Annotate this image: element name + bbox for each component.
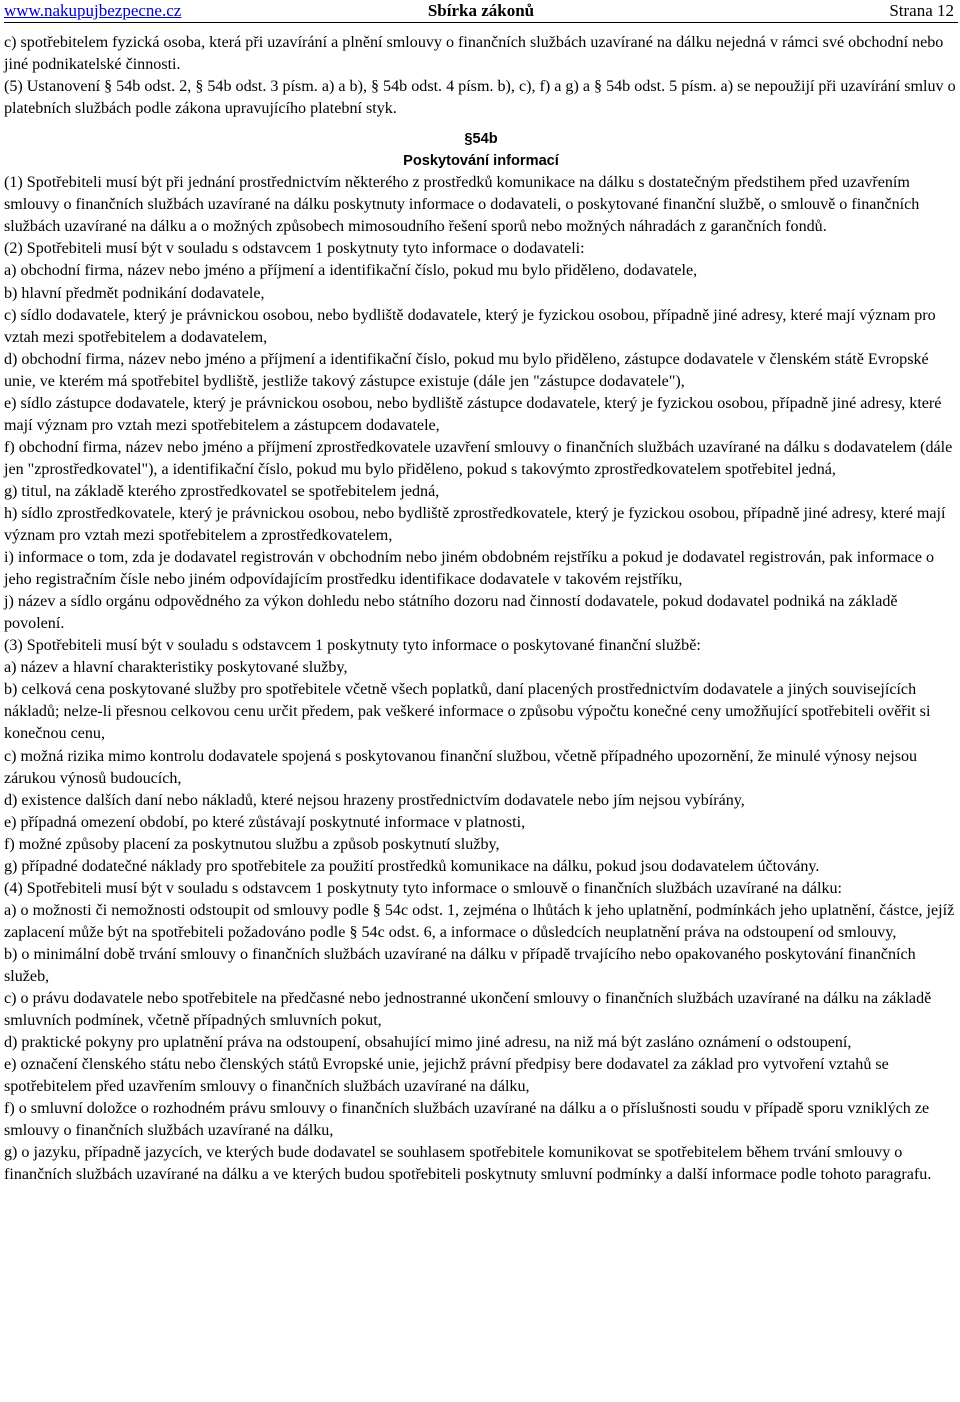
- document-page: [4, 0, 958, 1186]
- paragraph-5: (5) Ustanovení § 54b odst. 2, § 54b odst. 3 písm. a) a b), § 54b odst. 4 písm. b), c), f) a g) a § 54b odst. 5 písm. a) se nepoužijí při uzavírání smluv o platebních službách podle zákona upravujícího platební styk.: [4, 78, 956, 118]
- page-number: Strana 12: [889, 1, 954, 20]
- list-item: b) o minimální době trvání smlouvy o finančních službách uzavírané na dálku v případě trvajícího nebo opakovaného poskytování finančních služeb,: [4, 945, 916, 985]
- list-item: d) obchodní firma, název nebo jméno a příjmení a identifikační číslo, pokud mu bylo přiděleno, zástupce dodavatele v členském státě Evropské unie, ve kterém má spotřebitel bydliště, jestliže takový zástupce existuje (dále jen "zástupce dodavatele"),: [4, 350, 929, 390]
- paragraph-3: (3) Spotřebiteli musí být v souladu s odstavcem 1 poskytnuty tyto informace o poskytované finanční službě:: [4, 637, 701, 655]
- list-item: b) celková cena poskytované služby pro spotřebitele včetně všech poplatků, daní placených prostřednictvím dodavatele a jiných souvisejících nákladů; nelze-li přesnou celkovou cenu určit předem, pak veškeré informace o způsobu výpočtu konečné ceny umožňující spotřebiteli ověřit si konečnou cenu,: [4, 681, 931, 743]
- list-item: f) o smluvní doložce o rozhodném právu smlouvy o finančních službách uzavírané na dálku a o příslušnosti soudu v případě sporu vzniklých ze smlouvy o finančních službách uzavírané na dálku,: [4, 1100, 930, 1140]
- list-item: i) informace o tom, zda je dodavatel registrován v obchodním nebo jiném obdobném rejstříku a pokud je dodavatel registrován, pak informace o jeho registračním čísle nebo jiném odpovídajícím prostředku identifikace dodavatele v takovém rejstříku,: [4, 549, 935, 589]
- paragraph-4: (4) Spotřebiteli musí být v souladu s odstavcem 1 poskytnuty tyto informace o smlouvě o finančních službách uzavírané na dálku:: [4, 879, 843, 897]
- list-item: g) případné dodatečné náklady pro spotřebitele za použití prostředků komunikace na dálku, pokud jsou dodavatelem účtovány.: [4, 857, 820, 875]
- section-title: §54b: [464, 131, 498, 148]
- list-item: f) obchodní firma, název nebo jméno a příjmení zprostředkovatele uzavření smlouvy o finančních službách uzavírané na dálku s dodavatelem (dále jen "zprostředkovatel"), a identifikační číslo, pokud mu bylo přiděleno, pokud s takovýmto zprostředkovatelem spotřebitel jedná,: [4, 438, 953, 478]
- list-item: e) označení členského státu nebo členských států Evropské unie, jejichž právní předpisy bere dodavatel za základ pro vytvoření vztahů se spotřebitelem před uzavřením smlouvy o finančních službách uzavírané na dálku,: [4, 1056, 889, 1096]
- list-item: g) o jazyku, případně jazycích, ve kterých bude dodavatel se souhlasem spotřebitele komunikovat se spotřebitelem během trvání smlouvy o finančních službách uzavírané na dálku a ve kterých budou spotřebiteli poskytnuty smluvní podmínky a další informace podle tohoto paragrafu.: [4, 1144, 932, 1184]
- list-item: h) sídlo zprostředkovatele, který je právnickou osobou, nebo bydliště zprostředkovatele, který je fyzickou osobou, případně jiné adresy, které mají význam pro vztah mezi spotřebitelem a zprostředkovatelem,: [4, 504, 946, 545]
- page-header: [4, 0, 958, 23]
- list-item: g) titul, na základě kterého zprostředkovatel se spotřebitelem jedná,: [4, 482, 440, 500]
- list-item: c) možná rizika mimo kontrolu dodavatele spojená s poskytovanou finanční službou, včetně případného upozornění, že minulé výnosy nejsou zárukou výnosů budoucích,: [4, 747, 918, 787]
- section-heading: Poskytování informací: [403, 153, 559, 170]
- list-item: d) praktické pokyny pro uplatnění práva na odstoupení, obsahující mimo jiné adresu, na niž má být zasláno oznámení o odstoupení,: [4, 1034, 852, 1052]
- header-title: Sbírka zákonů: [427, 1, 535, 20]
- list-item: f) možné způsoby placení za poskytnutou službu a způsob poskytnutí služby,: [4, 835, 500, 853]
- document-body: [4, 32, 958, 1186]
- list-item: c) o právu dodavatele nebo spotřebitele na předčasné nebo jednostranné ukončení smlouvy o finančních službách uzavírané na dálku na základě smluvních podmínek, včetně případných smluvních pokut,: [4, 990, 932, 1030]
- list-item: a) obchodní firma, název nebo jméno a příjmení a identifikační číslo, pokud mu bylo přiděleno, dodavatele,: [4, 262, 698, 280]
- paragraph-2: (2) Spotřebiteli musí být v souladu s odstavcem 1 poskytnuty tyto informace o dodavateli:: [4, 240, 585, 258]
- paragraph-1: (1) Spotřebiteli musí být při jednání prostřednictvím některého z prostředků komunikace na dálku s dostatečným předstihem před uzavřením smlouvy o finančních službách uzavírané na dálku poskytnuty informace o dodavateli, o poskytované finanční službě, o smlouvě o finančních službách uzavírané na dálku a o možných způsobech mimosoudního řešení sporů nebo možných náhradách z garančních fondů.: [4, 174, 920, 236]
- site-link[interactable]: www.nakupujbezpecne.cz: [4, 1, 182, 20]
- list-item: a) název a hlavní charakteristiky poskytované služby,: [4, 659, 348, 677]
- list-item: b) hlavní předmět podnikání dodavatele,: [4, 284, 265, 302]
- list-item: e) případná omezení období, po které zůstávají poskytnuté informace v platnosti,: [4, 813, 526, 831]
- list-item: j) název a sídlo orgánu odpovědného za výkon dohledu nebo státního dozoru nad činností dodavatele, pokud dodavatel podniká na základě povolení.: [4, 593, 898, 633]
- list-item: d) existence dalších daní nebo nákladů, které nejsou hrazeny prostřednictvím dodavatele nebo jím nejsou vybírány,: [4, 791, 745, 809]
- list-item: e) sídlo zástupce dodavatele, který je právnickou osobou, nebo bydliště zástupce dodavatele, který je fyzickou osobou, případně jiné adresy, které mají význam pro vztah mezi spotřebitelem a zástupcem dodavatele,: [4, 394, 942, 434]
- list-item: c) sídlo dodavatele, který je právnickou osobou, nebo bydliště dodavatele, který je fyzickou osobou, případně jiné adresy, které mají význam pro vztah mezi spotřebitelem a dodavatelem,: [4, 306, 936, 346]
- list-item: a) o možnosti či nemožnosti odstoupit od smlouvy podle § 54c odst. 1, zejména o lhůtách k jeho uplatnění, podmínkách jeho uplatnění, částce, jejíž zaplacení může být na spotřebiteli požadováno podle § 54c odst. 6, a informace o důsledcích neuplatnění práva na odstoupení od smlouvy,: [4, 901, 955, 941]
- paragraph-c-consumer: c) spotřebitelem fyzická osoba, která při uzavírání a plnění smlouvy o finančních službách uzavírané na dálku nejedná v rámci své obchodní nebo jiné podnikatelské činnosti.: [4, 34, 944, 74]
